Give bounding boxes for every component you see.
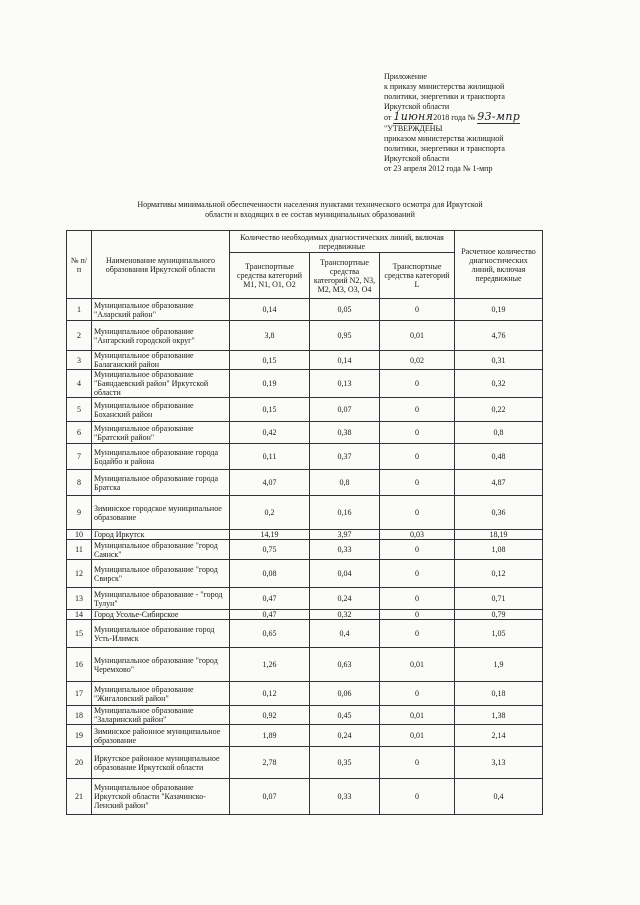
- row-name: Муниципальное образование города Бодайбо и района: [92, 444, 230, 470]
- row-cat-l: 0,01: [380, 725, 455, 747]
- row-number: 1: [67, 299, 92, 321]
- row-cat-m1: 0,47: [230, 588, 310, 610]
- header-cat-n2: Транспортные средства категорий N2, N3, M2, M3, O3, O4: [310, 253, 380, 299]
- approved-line: от 23 апреля 2012 года № 1-мпр: [384, 164, 493, 173]
- row-cat-l: 0: [380, 444, 455, 470]
- title-line-2: области и входящих в ее состав муниципальных образований: [205, 210, 415, 219]
- row-cat-m1: 2,78: [230, 747, 310, 779]
- table-row: [67, 779, 543, 815]
- row-calc: 4,87: [455, 470, 543, 496]
- table-row: [67, 620, 543, 648]
- row-name: Муниципальное образование города Братска: [92, 470, 230, 496]
- row-cat-l: 0: [380, 299, 455, 321]
- row-name: Муниципальное образование "город Черемхово": [92, 648, 230, 682]
- row-calc: 0,36: [455, 496, 543, 530]
- approved-line: Иркутской области: [384, 154, 450, 163]
- table-row: [67, 747, 543, 779]
- appendix-line: к приказу министерства жилищной: [384, 82, 505, 91]
- row-number: 12: [67, 560, 92, 588]
- row-cat-m1: 3,8: [230, 321, 310, 351]
- row-name: Муниципальное образование Иркутской области "Казачинско-Ленский район": [92, 779, 230, 815]
- row-cat-n2: 0,07: [310, 398, 380, 422]
- row-calc: 0,32: [455, 370, 543, 398]
- row-number: 15: [67, 620, 92, 648]
- row-cat-l: 0: [380, 496, 455, 530]
- row-cat-l: 0: [380, 588, 455, 610]
- table-row: [67, 470, 543, 496]
- row-cat-l: 0,02: [380, 351, 455, 370]
- row-calc: 1,05: [455, 620, 543, 648]
- table-row: [67, 648, 543, 682]
- row-cat-m1: 1,26: [230, 648, 310, 682]
- table-row: [67, 560, 543, 588]
- row-calc: 0,19: [455, 299, 543, 321]
- row-cat-m1: 0,75: [230, 540, 310, 560]
- header-name: Наименование муниципального образования Иркутской области: [92, 231, 230, 299]
- row-cat-l: 0,03: [380, 530, 455, 540]
- approved-line: приказом министерства жилищной: [384, 134, 504, 143]
- row-cat-n2: 0,37: [310, 444, 380, 470]
- row-cat-n2: 0,06: [310, 682, 380, 706]
- row-cat-l: 0: [380, 620, 455, 648]
- row-cat-m1: 0,65: [230, 620, 310, 648]
- row-number: 14: [67, 610, 92, 620]
- row-calc: 0,4: [455, 779, 543, 815]
- row-number: 7: [67, 444, 92, 470]
- row-cat-l: 0: [380, 560, 455, 588]
- row-calc: 0,71: [455, 588, 543, 610]
- header-cat-m1: Транспортные средства категорий М1, N1, O1, O2: [230, 253, 310, 299]
- appendix-block: [384, 72, 584, 123]
- row-cat-m1: 0,15: [230, 351, 310, 370]
- row-number: 8: [67, 470, 92, 496]
- row-name: Иркутское районное муниципальное образование Иркутской области: [92, 747, 230, 779]
- row-cat-n2: 0,05: [310, 299, 380, 321]
- row-number: 4: [67, 370, 92, 398]
- table-body: [67, 299, 543, 815]
- row-cat-m1: 1,89: [230, 725, 310, 747]
- row-cat-l: 0: [380, 370, 455, 398]
- row-number: 10: [67, 530, 92, 540]
- row-number: 13: [67, 588, 92, 610]
- approved-heading: "УТВЕРЖДЕНЫ: [384, 124, 443, 133]
- row-calc: 0,31: [455, 351, 543, 370]
- row-name: Город Иркутск: [92, 530, 230, 540]
- row-number: 20: [67, 747, 92, 779]
- row-cat-n2: 0,45: [310, 706, 380, 725]
- row-cat-m1: 0,15: [230, 398, 310, 422]
- row-calc: 1,9: [455, 648, 543, 682]
- row-number: 5: [67, 398, 92, 422]
- table-row: [67, 496, 543, 530]
- table-row: [67, 444, 543, 470]
- header-num: № п/п: [67, 231, 92, 299]
- table-row: [67, 588, 543, 610]
- row-cat-l: 0: [380, 682, 455, 706]
- row-cat-m1: 4,07: [230, 470, 310, 496]
- row-cat-m1: 14,19: [230, 530, 310, 540]
- table-row: [67, 682, 543, 706]
- row-name: Муниципальное образование "Аларский район": [92, 299, 230, 321]
- row-cat-m1: 0,47: [230, 610, 310, 620]
- row-cat-l: 0: [380, 610, 455, 620]
- approved-line: политики, энергетики и транспорта: [384, 144, 505, 153]
- row-cat-l: 0,01: [380, 648, 455, 682]
- row-cat-n2: 0,13: [310, 370, 380, 398]
- row-cat-m1: 0,14: [230, 299, 310, 321]
- row-cat-n2: 0,4: [310, 620, 380, 648]
- row-cat-l: 0,01: [380, 706, 455, 725]
- row-name: Муниципальное образование "Братский район": [92, 422, 230, 444]
- row-calc: 2,14: [455, 725, 543, 747]
- row-cat-n2: 0,14: [310, 351, 380, 370]
- row-cat-l: 0: [380, 747, 455, 779]
- header-calc: Расчетное количество диагностических линий, включая передвижные: [455, 231, 543, 299]
- handwritten-order-number: 93-мпр: [477, 110, 521, 123]
- row-cat-l: 0,01: [380, 321, 455, 351]
- row-cat-m1: 0,08: [230, 560, 310, 588]
- row-number: 2: [67, 321, 92, 351]
- row-number: 16: [67, 648, 92, 682]
- table-row: [67, 370, 543, 398]
- row-cat-n2: 0,16: [310, 496, 380, 530]
- date-prefix: от: [384, 113, 392, 122]
- row-number: 21: [67, 779, 92, 815]
- appendix-line: политики, энергетики и транспорта: [384, 92, 505, 101]
- row-number: 3: [67, 351, 92, 370]
- row-calc: 1,38: [455, 706, 543, 725]
- row-calc: 3,13: [455, 747, 543, 779]
- row-calc: 0,48: [455, 444, 543, 470]
- row-name: Муниципальное образование "Заларинский район": [92, 706, 230, 725]
- appendix-date-line: [384, 112, 584, 123]
- row-name: Город Усолье-Сибирское: [92, 610, 230, 620]
- row-cat-m1: 0,2: [230, 496, 310, 530]
- row-name: Зиминское районное муниципальное образование: [92, 725, 230, 747]
- row-cat-m1: 0,42: [230, 422, 310, 444]
- row-calc: 0,12: [455, 560, 543, 588]
- table-row: [67, 706, 543, 725]
- row-name: Муниципальное образование город Усть-Илимск: [92, 620, 230, 648]
- row-cat-n2: 0,24: [310, 588, 380, 610]
- row-name: Муниципальное образование "Жигаловский район": [92, 682, 230, 706]
- row-calc: 0,22: [455, 398, 543, 422]
- row-cat-l: 0: [380, 398, 455, 422]
- row-cat-n2: 3,97: [310, 530, 380, 540]
- norms-table: [66, 230, 543, 815]
- row-cat-n2: 0,38: [310, 422, 380, 444]
- row-cat-m1: 0,07: [230, 779, 310, 815]
- row-cat-n2: 0,33: [310, 779, 380, 815]
- row-number: 18: [67, 706, 92, 725]
- row-name: Муниципальное образование "Баяндаевский район" Иркутской области: [92, 370, 230, 398]
- row-cat-l: 0: [380, 470, 455, 496]
- table-row: [67, 610, 543, 620]
- row-cat-m1: 0,11: [230, 444, 310, 470]
- appendix-line: Приложение: [384, 72, 427, 81]
- table-row: [67, 398, 543, 422]
- row-cat-m1: 0,12: [230, 682, 310, 706]
- title-line-1: Нормативы минимальной обеспеченности населения пунктами технического осмотра для Иркутской: [137, 200, 483, 209]
- row-calc: 0,18: [455, 682, 543, 706]
- row-cat-l: 0: [380, 540, 455, 560]
- row-name: Муниципальное образование "город Саянск": [92, 540, 230, 560]
- document-title: [80, 200, 540, 220]
- row-name: Зиминское городское муниципальное образование: [92, 496, 230, 530]
- header-group: Количество необходимых диагностических линий, включая передвижные: [230, 231, 455, 253]
- approved-block: [384, 124, 584, 174]
- row-cat-n2: 0,8: [310, 470, 380, 496]
- table-row: [67, 351, 543, 370]
- row-number: 19: [67, 725, 92, 747]
- row-cat-m1: 0,92: [230, 706, 310, 725]
- row-calc: 0,8: [455, 422, 543, 444]
- table-row: [67, 725, 543, 747]
- header-cat-l: Транспортные средства категорий L: [380, 253, 455, 299]
- handwritten-date: 1июня: [393, 110, 434, 123]
- row-cat-n2: 0,32: [310, 610, 380, 620]
- row-name: Муниципальное образование Боханский район: [92, 398, 230, 422]
- row-cat-m1: 0,19: [230, 370, 310, 398]
- row-number: 6: [67, 422, 92, 444]
- row-cat-l: 0: [380, 422, 455, 444]
- table-row: [67, 299, 543, 321]
- table-row: [67, 321, 543, 351]
- table-row: [67, 422, 543, 444]
- row-number: 17: [67, 682, 92, 706]
- row-cat-l: 0: [380, 779, 455, 815]
- row-cat-n2: 0,63: [310, 648, 380, 682]
- row-number: 11: [67, 540, 92, 560]
- row-name: Муниципальное образование "Ангарский городской округ": [92, 321, 230, 351]
- row-calc: 0,79: [455, 610, 543, 620]
- table-row: [67, 540, 543, 560]
- row-cat-n2: 0,95: [310, 321, 380, 351]
- row-calc: 1,08: [455, 540, 543, 560]
- row-cat-n2: 0,35: [310, 747, 380, 779]
- table-row: [67, 530, 543, 540]
- row-name: Муниципальное образование Балаганский район: [92, 351, 230, 370]
- row-cat-n2: 0,33: [310, 540, 380, 560]
- row-name: Муниципальное образование "город Свирск": [92, 560, 230, 588]
- row-calc: 18,19: [455, 530, 543, 540]
- date-mid: 2018 года №: [433, 113, 476, 122]
- row-cat-n2: 0,24: [310, 725, 380, 747]
- row-cat-n2: 0,04: [310, 560, 380, 588]
- row-calc: 4,76: [455, 321, 543, 351]
- appendix-line: Иркутской области: [384, 102, 450, 111]
- row-number: 9: [67, 496, 92, 530]
- row-name: Муниципальное образование - "город Тулун": [92, 588, 230, 610]
